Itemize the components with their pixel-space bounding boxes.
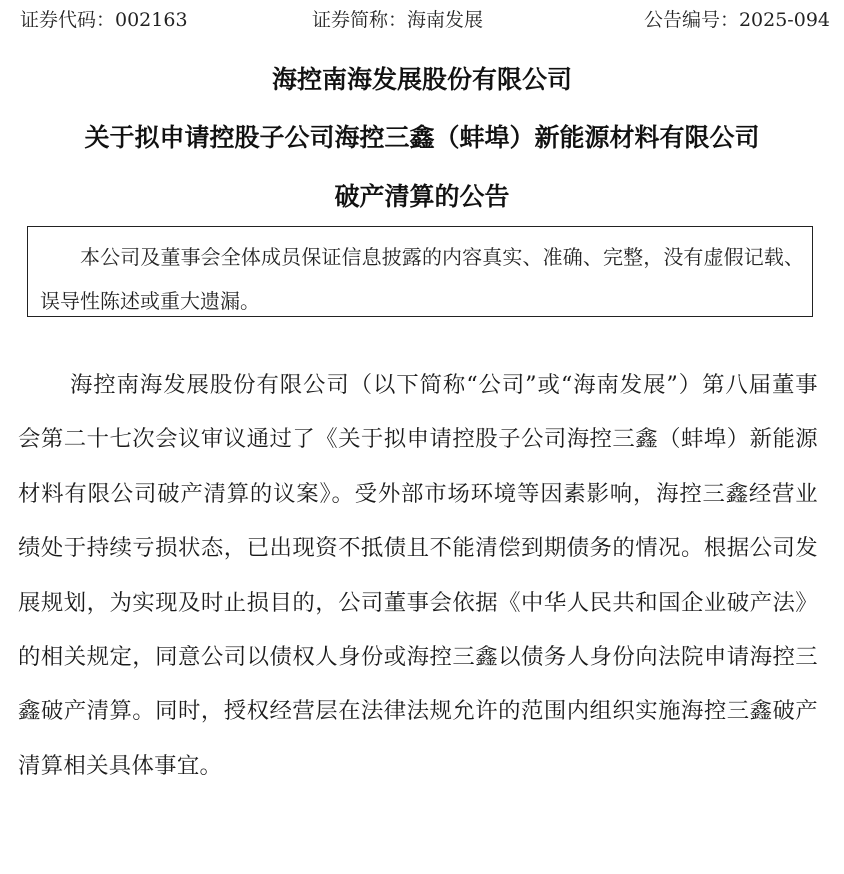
disclaimer-box <box>27 226 813 317</box>
announcement-title-line-1: 关于拟申请控股子公司海控三鑫（蚌埠）新能源材料有限公司 <box>84 123 760 152</box>
announcement-title-line-2: 破产清算的公告 <box>334 182 510 211</box>
body-paragraph: 海控南海发展股份有限公司（以下简称“公司”或“海南发展”）第八届董事会第二十七次会议审议通过了《关于拟申请控股子公司海控三鑫（蚌埠）新能源材料有限公司破产清算的议案》。受外部市场环境等因素影响，海控三鑫经营业绩处于持续亏损状态，已出现资不抵债且不能清偿到期债务的情况。根据公司发展规划，为实现及时止损目的，公司董事会依据《中华人民共和国企业破产法》的相关规定，同意公司以债权人身份或海控三鑫以债务人身份向法院申请海控三鑫破产清算。同时，授权经营层在法律法规允许的范围内组织实施海控三鑫破产清算相关具体事宜。 <box>18 372 818 779</box>
announcement-number: 公告编号：2025-094 <box>643 9 830 31</box>
company-title: 海控南海发展股份有限公司 <box>271 65 572 94</box>
security-code: 证券代码：002163 <box>20 9 188 31</box>
security-abbreviation: 证券简称：海南发展 <box>312 9 484 31</box>
announcement-header <box>20 6 830 34</box>
disclaimer-text: 本公司及董事会全体成员保证信息披露的内容真实、准确、完整，没有虚假记载、误导性陈述或重大遗漏。 <box>40 245 804 313</box>
